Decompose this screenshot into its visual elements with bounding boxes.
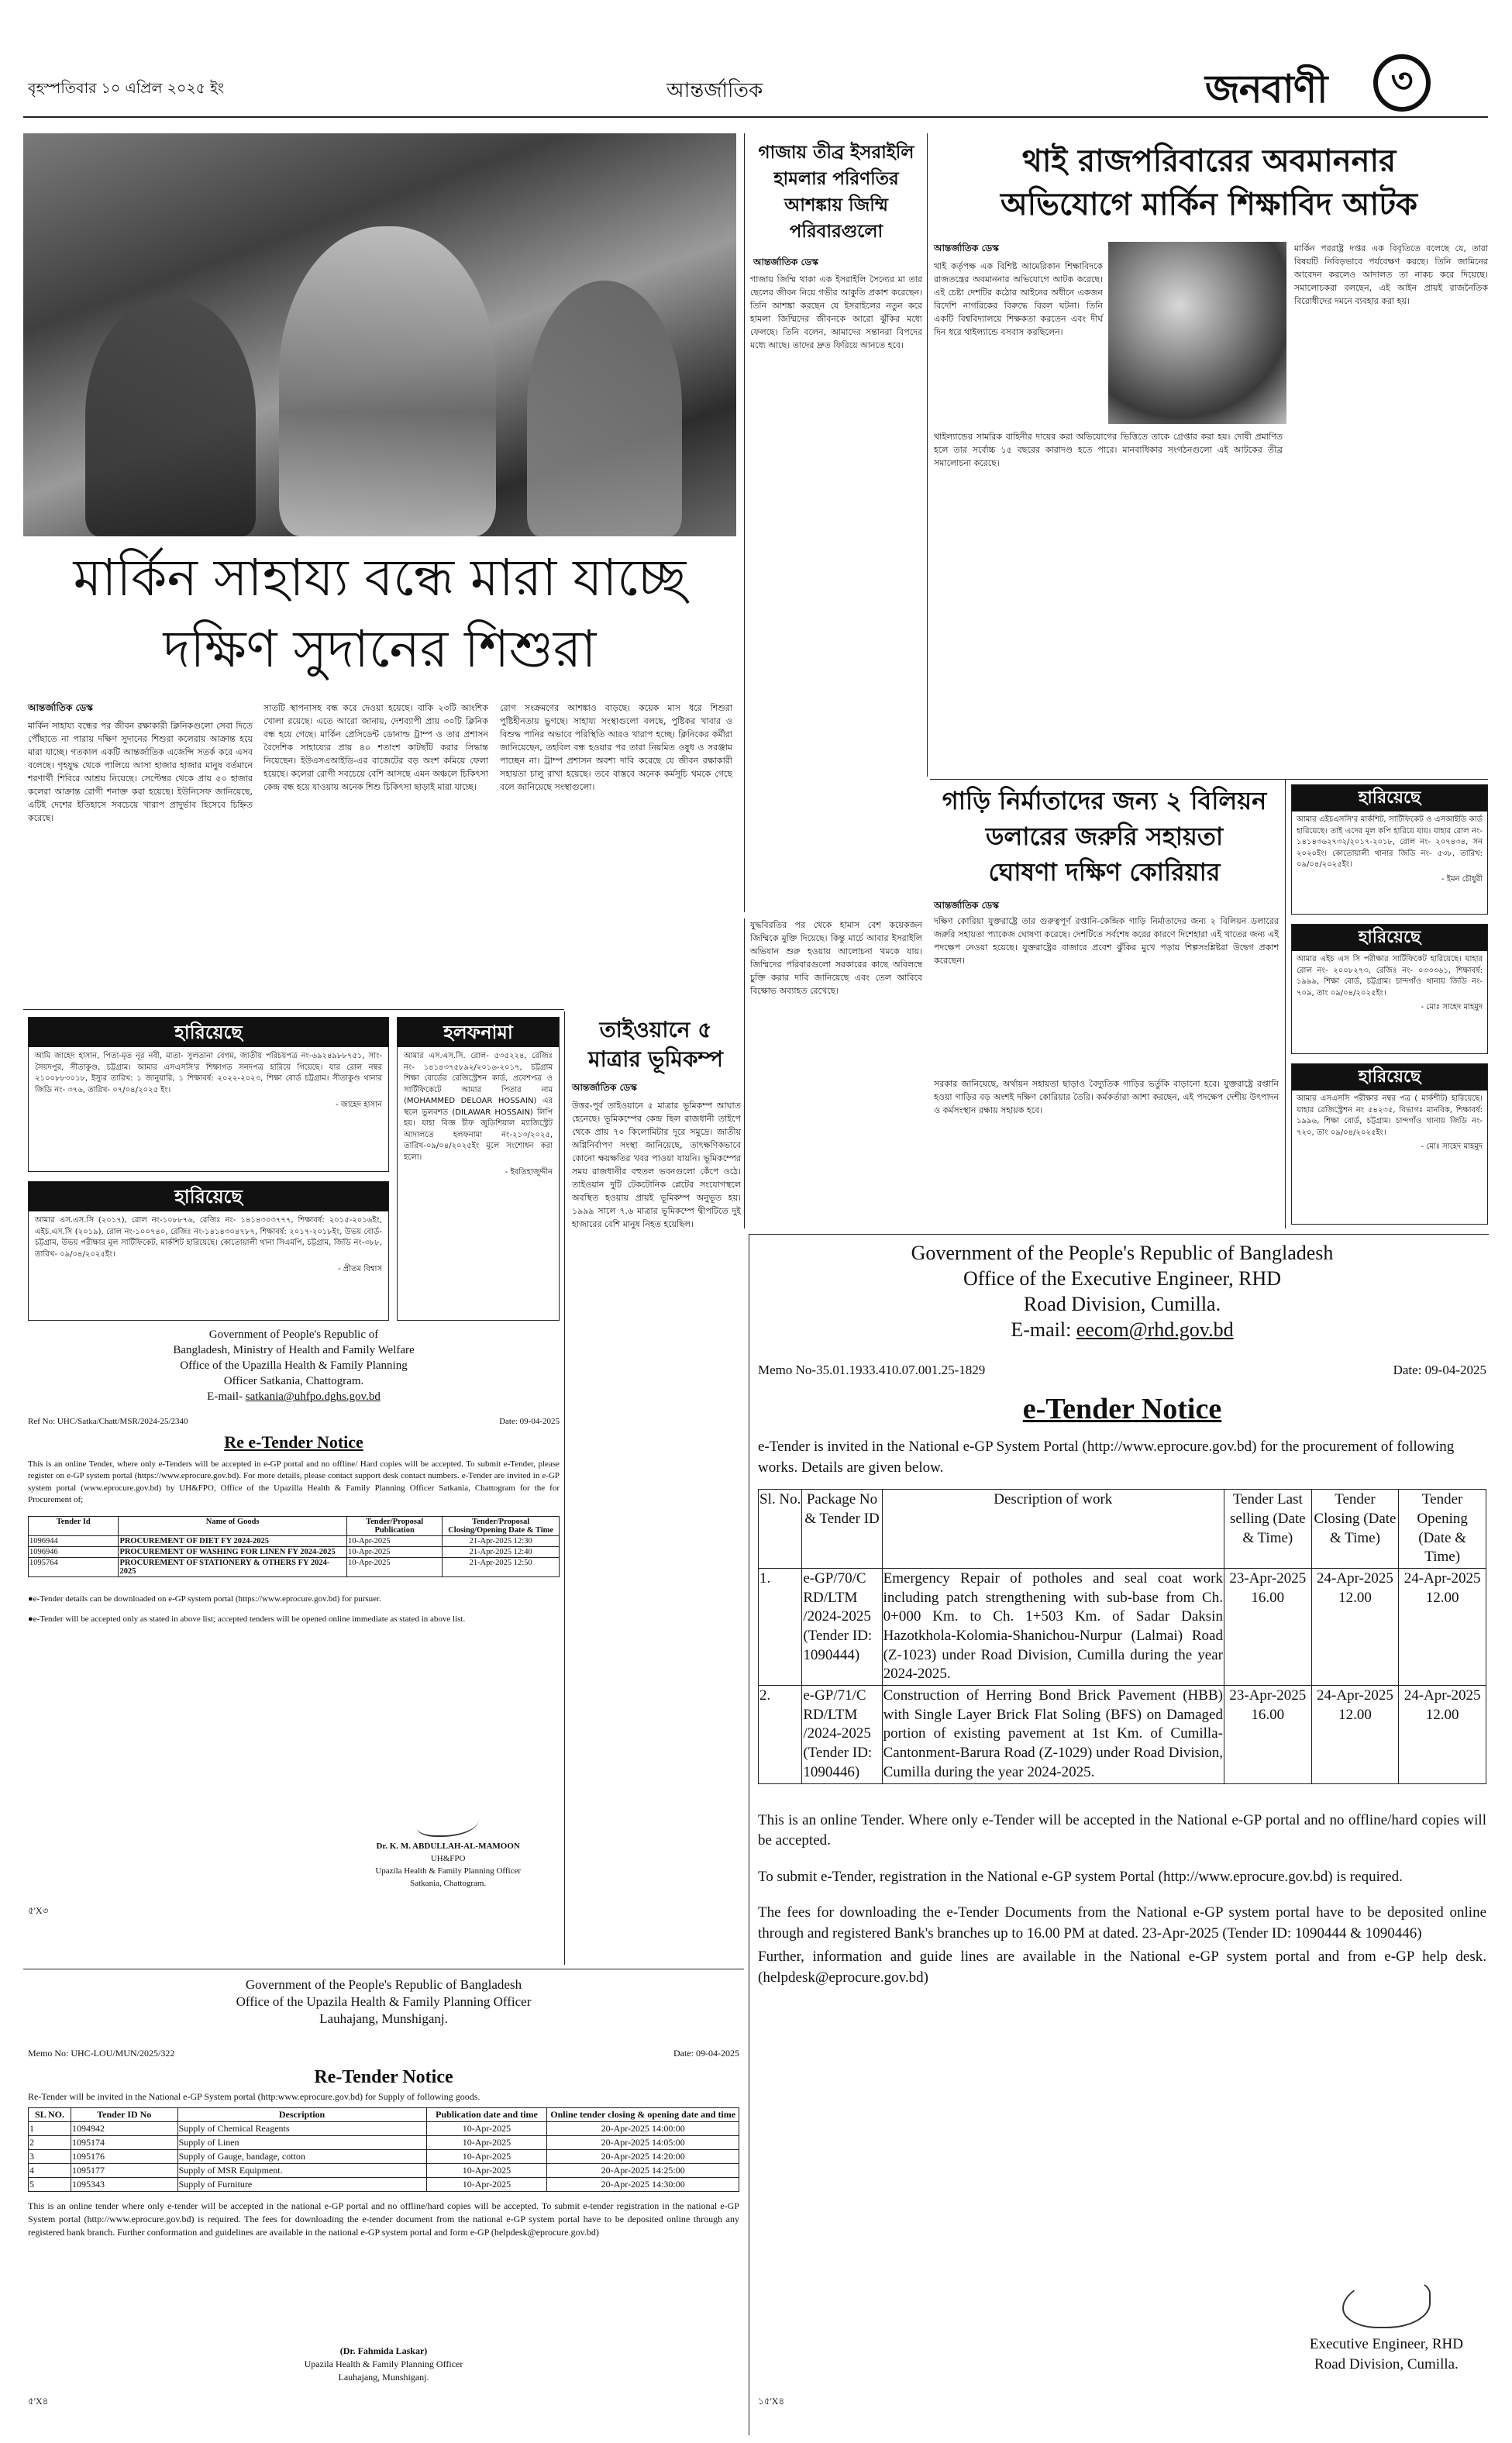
thai-column-3: মার্কিন পররাষ্ট্র দপ্তর এক বিবৃতিতে বলেছে যে, তারা বিষয়টি নিবিড়ভাবে পর্যবেক্ষণ করছে। তিনি জামিনের আবেদন করলেও আদালত তা নাকচ করে দিয়েছে। সমালোচকরা বলছেন, এই আইন প্রায়ই রাজনৈতিক বিরোধীদের দমনে ব্যবহার করা হয়। xyxy=(1294,243,1491,307)
affidavit-notice xyxy=(397,1017,560,1321)
lost-notice-left-1 xyxy=(28,1017,389,1172)
email-label: E-mail- xyxy=(207,1390,246,1403)
rhd-table xyxy=(758,1489,1486,1783)
sudan-headline-line1: মার্কিন সাহায্য বন্ধে মারা যাচ্ছে xyxy=(73,548,687,608)
table-header-row xyxy=(29,2108,739,2122)
lauhajang-memo: Memo No: UHC-LOU/MUN/2025/322 xyxy=(28,2048,175,2059)
satkania-header-line: Officer Satkania, Chattogram. xyxy=(223,1375,364,1387)
section-rule xyxy=(749,1234,1489,1235)
rhd-paragraph: This is an online Tender. Where only e-Tender will be accepted in the National e-GP portal and no offline/hard copies will be accepted. xyxy=(758,1811,1486,1849)
rhd-title: e-Tender Notice xyxy=(1022,1393,1222,1425)
table-header-row xyxy=(29,1516,560,1535)
rhd-intro: e-Tender is invited in the National e-GP System Portal (http://www.eprocure.gov.bd) for the procurement of following works. Details are given below. xyxy=(758,1439,1455,1476)
thai-column-1: থাই কর্তৃপক্ষ এক বিশিষ্ট আমেরিকান শিক্ষাবিদকে রাজতন্ত্রের অবমাননার অভিযোগে আটক করেছে। এই চেষ্টা দেশটির কঠোর আইনের অধীনে একজন বিদেশি নাগরিকের বিরুদ্ধে বিরল ঘটনা। তিনি একটি বিশ্ববিদ্যালয়ে শিক্ষকতা করতেন এবং দীর্ঘ দিন ধরে থাইল্যান্ডে বসবাস করছিলেন। xyxy=(934,261,1106,338)
column-rule xyxy=(927,133,928,777)
satkania-email-line xyxy=(28,1389,560,1404)
lauhajang-title: Re-Tender Notice xyxy=(314,2067,453,2087)
masthead xyxy=(0,0,1512,132)
sudan-column-3: রোগ সংক্রমণের আশঙ্কাও বাড়ছে। কয়েক মাস ধরে শিশুরা পুষ্টিহীনতায় ভুগছে। সাহায্য সংস্থাগুলো বলছে, পুষ্টিকর খাবার ও বিশুদ্ধ পানির অভাবে পরিস্থিতি আরও খারাপ হচ্ছে। ক্লিনিকের কর্মীরা জানিয়েছেন, তহবিল বন্ধ হওয়ার পর তারা নিয়মিত ওষুধ ও সরঞ্জাম পাচ্ছেন না। ট্রাম্প প্রশাসন অবশ্য দাবি করেছে যে জীবন রক্ষাকারী সহায়তা চালু রাখা হয়েছে। তবে বাস্তবে অনেক কর্মসূচি থমকে গেছে বলে জানিয়েছে সংস্থাগুলো। xyxy=(500,703,735,793)
table-cell: 2 xyxy=(29,2136,71,2150)
korea-desk: আন্তর্জাতিক ডেস্ক xyxy=(934,900,999,911)
rhd-paragraph: The fees for downloading the e-Tender Documents from the National e-GP system portal have to be deposited online through and registered Bank's branches up to 16.00 PM at dated. 23-Apr-2025 (Tender ID: 1090444 & 1090446) xyxy=(758,1904,1486,1942)
column-header: Description of work xyxy=(882,1490,1224,1569)
lost-notice-right-1 xyxy=(1291,784,1488,915)
section-label: আন্তর্জাতিক xyxy=(666,79,763,102)
sudan-headline-line2: দক্ষিণ সুদানের শিশুরা xyxy=(163,619,597,679)
table-cell: 10-Apr-2025 xyxy=(426,2122,547,2136)
child-figure xyxy=(527,281,682,536)
table-cell: 24-Apr-2025 12.00 xyxy=(1311,1686,1399,1783)
table-row xyxy=(29,2150,739,2164)
quake-headline-line1: তাইওয়ানে ৫ xyxy=(599,1017,712,1042)
korea-column-1: দক্ষিণ কোরিয়া যুক্তরাষ্ট্রে তার গুরুত্বপূর্ণ রপ্তানি-কেন্দ্রিক গাড়ি নির্মাতাদের জন্য ২ বিলিয়ন ডলারের জরুরি সহায়তা প্যাকেজ ঘোষণা করেছে। দেশটিতে সর্বশেষ করের কারণে দিশেহারা এই খাতের জন্য এই পদক্ষেপ নেওয়া হয়েছে। যুক্তরাষ্ট্রের বাজারে প্রবেশ ঝুঁকির মুখে পড়ায় শিল্পসংশ্লিষ্টরা উদ্বেগ প্রকাশ করেছেন। xyxy=(934,916,1282,967)
lost-notice-signature: - মোঃ সাহেদ মাহমুদ xyxy=(1421,1142,1483,1151)
section-rule xyxy=(930,779,1488,780)
sudan-desk: আন্তর্জাতিক ডেস্ক xyxy=(28,702,93,713)
table-cell: 1095343 xyxy=(71,2178,178,2192)
table-cell: PROCUREMENT OF WASHING FOR LINEN FY 2024-2025 xyxy=(119,1546,347,1557)
column-header: SL NO. xyxy=(29,2108,71,2122)
gaza-headline: গাজায় তীব্র ইসরাইলি হামলার পরিণতির আশঙ্কায় জিম্মি পরিবারগুলো xyxy=(758,143,914,242)
korea-column-2: সরকার জানিয়েছে, অর্থায়ন সহায়তা ছাড়াও বৈদ্যুতিক গাড়ির ভর্তুকি বাড়ানো হবে। যুক্তরাষ্ট্রে রপ্তানি হওয়া গাড়ির বড় অংশই দক্ষিণ কোরিয়ার তৈরি। কর্মকর্তারা আশা করছেন, এই পদক্ষেপ দেশীয় উৎপাদন ও কর্মসংস্থান রক্ষায় সহায়ক হবে। xyxy=(934,1079,1282,1116)
rhd-header-line: Office of the Executive Engineer, RHD xyxy=(963,1267,1281,1290)
table-cell: 1095177 xyxy=(71,2164,178,2178)
table-row xyxy=(29,1557,560,1576)
satkania-tender-notice xyxy=(28,1327,560,1962)
korea-headline-line1: গাড়ি নির্মাতাদের জন্য ২ বিলিয়ন xyxy=(942,786,1267,815)
lost-notice-signature: - প্রীতম বিশ্বাস xyxy=(338,1265,382,1273)
gaza-desk: আন্তর্জাতিক ডেস্ক xyxy=(753,257,818,267)
table-cell: 20-Apr-2025 14:30:00 xyxy=(547,2178,739,2192)
child-figure xyxy=(279,226,496,536)
column-rule xyxy=(744,133,745,912)
sudan-column-1: মার্কিন সাহায্য বন্ধের পর জীবন রক্ষাকারী ক্লিনিকগুলো সেবা দিতে পৌঁছাতে না পারায় দক্ষিণ সুদানের শিশুরা কলেরায় আক্রান্ত হয়ে মারা যাচ্ছে। গতকাল একটি আন্তর্জাতিক এজেন্সি সতর্ক করে এসব বলেছে। গৃহযুদ্ধ থেকে পালিয়ে আসা হাজার হাজার মানুষ বর্তমানে শরণার্থী শিবিরে আশ্রয় নিয়েছে। সেপ্টেম্বর থেকে প্রায় ৫০ হাজার কলেরা আক্রান্ত রোগী শনাক্ত করা হয়েছে। ইউনিসেফ জানিয়েছে, এটিই দেশের ইতিহাসে সবচেয়ে খারাপ প্রাদুর্ভাব হিসেবে চিহ্নিত করেছে। xyxy=(28,721,256,824)
table-cell: 1. xyxy=(759,1568,802,1685)
column-header: Tender/Proposal Publication xyxy=(346,1516,442,1535)
table-cell: PROCUREMENT OF STATIONERY & OTHERS FY 2024-2025 xyxy=(119,1557,347,1576)
lauhajang-header xyxy=(28,1976,739,2028)
rhd-header-line: Road Division, Cumilla. xyxy=(1023,1293,1221,1315)
lauhajang-memo-row xyxy=(28,2048,739,2059)
satkania-sign-title: Upazila Health & Family Planning Officer xyxy=(375,1866,521,1876)
ad-size-code: ১৫'X৪ xyxy=(758,2396,785,2407)
satkania-date: Date: 09-04-2025 xyxy=(499,1417,560,1426)
satkania-signature-block xyxy=(375,1807,521,1890)
lauhajang-header-line: Government of the People's Republic of Bangladesh xyxy=(245,1977,522,1992)
satkania-header-line: Government of People's Republic of xyxy=(208,1328,379,1341)
quake-body: উত্তর-পূর্ব তাইওয়ানে ৫ মাত্রার ভূমিকম্প আঘাত হেনেছে। ভূমিকম্পের কেন্দ্র ছিল রাজধানী তাইপে থেকে প্রায় ৭০ কিলোমিটার দূরে সমুদ্রে। জাতীয় অগ্নিনির্বাপণ সংস্থা জানিয়েছে, তাৎক্ষণিকভাবে কোনো ক্ষয়ক্ষতির খবর পাওয়া যায়নি। ভূমিকম্পের সময় রাজধানীর বহুতল ভবনগুলো কেঁপে ওঠে। তাইওয়ান দুটি টেকটোনিক প্লেটের সংযোগস্থলে অবস্থিত হওয়ায় প্রায়ই ভূমিকম্প অনুভূত হয়। ১৯৯৯ সালে ৭.৬ মাত্রার ভূমিকম্পে দ্বীপটিতে দুই হাজারের বেশি মানুষ নিহত হয়েছিল। xyxy=(572,1101,744,1230)
satkania-header-line: Bangladesh, Ministry of Health and Family Welfare xyxy=(173,1344,415,1356)
lauhajang-intro: Re-Tender will be invited in the National e-GP System portal (http:www.eprocure.gov.bd) for Supply of following goods. xyxy=(28,2091,480,2102)
thai-headline-line2: অভিযোগে মার্কিন শিক্ষাবিদ আটক xyxy=(1000,187,1418,222)
table-row xyxy=(29,2122,739,2136)
thai-king-photo xyxy=(1108,242,1286,424)
satkania-note-2: ●e-Tender will be accepted only as stated in above list; accepted tenders will be opened online immediate as stated in above list. xyxy=(28,1614,466,1624)
sudan-headline xyxy=(23,543,736,698)
rhd-date: Date: 09-04-2025 xyxy=(1393,1363,1486,1377)
lost-notice-title: হারিয়েছে xyxy=(29,1018,388,1047)
masthead-rule xyxy=(23,116,1488,118)
table-cell: 1096946 xyxy=(29,1546,119,1557)
table-row xyxy=(29,1546,560,1557)
table-cell: 10-Apr-2025 xyxy=(426,2150,547,2164)
table-cell: 10-Apr-2025 xyxy=(346,1557,442,1576)
gaza-column-1: গাজায় জিম্মি থাকা এক ইসরাইলি সৈন্যের মা তার ছেলের জীবন নিয়ে গভীর আকুতি প্রকাশ করেছেন। তিনি আশঙ্কা করছেন যে ইসরাইলের নতুন করে হামলা জিম্মিদের জীবনকে আরো ঝুঁকির মধ্যে ফেলছে। তিনি বলেন, আমাদের সন্তানরা বিপদের মধ্যে আছে। তাদের দ্রুত ফিরিয়ে আনতে হবে। xyxy=(750,274,925,351)
lost-notice-signature: - মোঃ সাহেদ মাহমুদ xyxy=(1421,1003,1483,1011)
lauhajang-sign-name: (Dr. Fahmida Laskar) xyxy=(339,2345,428,2356)
thai-desk: আন্তর্জাতিক ডেস্ক xyxy=(934,243,999,253)
rhd-paragraph: To submit e-Tender, registration in the National e-GP system Portal (http://www.eprocure.gov.bd) is required. xyxy=(758,1868,1403,1885)
lost-notice-left-2 xyxy=(28,1181,389,1321)
table-cell: 2. xyxy=(759,1686,802,1783)
column-header: Tender Id xyxy=(29,1516,119,1535)
lost-notice-right-3 xyxy=(1291,1063,1488,1225)
sudan-column-2: সাতটি স্থাপনাসহ বন্ধ করে দেওয়া হয়েছে। বাকি ২৩টি আংশিক খোলা রয়েছে। এতে আরো জানায়, দেশব্যাপী প্রায় ৩০টি ক্লিনিক বন্ধ হয়ে গেছে। মার্কিন প্রেসিডেন্ট ডোনাল্ড ট্রাম্প ও তার প্রশাসন বৈদেশিক সাহায্যের প্রায় ৪০ শতাংশ কাটছাঁট করার সিদ্ধান্ত নিয়েছেন। ইউএসএআইডি-এর বাজেটের বড় অংশ কমিয়ে ফেলা হয়েছে। কলেরা রোগী সবচেয়ে বেশি আসছে এমন অঞ্চলে চিকিৎসা কেন্দ্র বন্ধ হয়ে যাওয়ায় অনেক শিশু চিকিৎসা ছাড়াই মারা যাচ্ছে। xyxy=(263,703,491,793)
lost-notice-title: হারিয়েছে xyxy=(1292,785,1487,811)
table-cell: 1095764 xyxy=(29,1557,119,1576)
lost-notice-body: আমার এইচ এস সি পরীক্ষার সার্টিফিকেট হারিয়েছে। যাহার রোল নং- ২০০৮২৭৩, রেজিঃ নং- ০৩৩৩৬১, শিক্ষাবর্ষ: ১৯৯৯, শিক্ষা বোর্ড, চট্টগ্রাম। চান্দগাঁও থানায় জিডি নং- ৭০৯, তাং ০৯/০৪/২০২৫ইং। xyxy=(1297,955,1483,998)
quake-headline-line2: মাত্রার ভূমিকম্প xyxy=(588,1046,723,1072)
page-number-badge xyxy=(1373,54,1431,112)
child-figure xyxy=(85,296,256,536)
sudan-children-photo xyxy=(23,133,736,536)
lauhajang-header-line: Office of the Upazila Health & Family Planning Officer xyxy=(236,1994,532,2009)
lost-notice-signature: - জাহেদ হাসান xyxy=(336,1101,382,1109)
table-cell: 10-Apr-2025 xyxy=(346,1546,442,1557)
table-cell: 24-Apr-2025 12.00 xyxy=(1399,1568,1486,1685)
lauhajang-table xyxy=(28,2107,739,2192)
email-label: E-mail: xyxy=(1011,1318,1076,1341)
lauhajang-sign-title: Lauhajang, Munshiganj. xyxy=(338,2372,429,2383)
gaza-column-2: যুদ্ধবিরতির পর থেকে হামাস বেশ কয়েকজন জিম্মিকে মুক্তি দিয়েছে। কিন্তু মার্চে আবার ইসরাইলি অভিযান শুরু হওয়ায় আলোচনা থমকে যায়। জিম্মিদের পরিবারগুলো সরকারের কাছে অবিলম্বে চুক্তি করার দাবি জানিয়েছে এবং তেল আবিবে বিক্ষোভ অব্যাহত রেখেছে। xyxy=(750,920,925,997)
email-link[interactable]: eecom@rhd.gov.bd xyxy=(1076,1318,1234,1341)
rhd-paragraph: Further, information and guide lines are available in the National e-GP system portal and from e-GP help desk. (helpdesk@eprocure.gov.bd) xyxy=(758,1949,1486,1986)
rhd-header-line: Government of the People's Republic of Bangladesh xyxy=(911,1242,1334,1264)
table-cell: 10-Apr-2025 xyxy=(426,2136,547,2150)
table-cell: e-GP/70/C RD/LTM /2024-2025 (Tender ID: 1090444) xyxy=(802,1568,882,1685)
satkania-title: Re e-Tender Notice xyxy=(224,1432,363,1452)
table-cell: 24-Apr-2025 12.00 xyxy=(1399,1686,1486,1783)
satkania-ref-row xyxy=(28,1417,560,1426)
korea-headline xyxy=(930,783,1279,890)
table-row xyxy=(759,1568,1486,1685)
table-cell: 1094942 xyxy=(71,2122,178,2136)
column-header: Tender Opening (Date & Time) xyxy=(1399,1490,1486,1569)
table-row xyxy=(29,2178,739,2192)
column-rule xyxy=(564,1011,565,1965)
column-header: Publication date and time xyxy=(426,2108,547,2122)
rhd-memo: Memo No-35.01.1933.410.07.001.25-1829 xyxy=(758,1363,986,1377)
satkania-note-1: ●e-Tender details can be downloaded on e-GP system portal (https://www.eprocure.gov.bd) for pursuer. xyxy=(28,1594,381,1604)
affidavit-body: আমার এস.এস.সি. রোল- ৫৩৫২২৪, রেজিঃ নং- ১৪১৪৩৭৫৮৯২/২০১৬-২০১৭, চট্টগ্রাম শিক্ষা বোর্ডের রেজিস্ট্রেশন কার্ড, প্রবেশপত্র ও সার্টিফিকেটে আমার পিতার নাম (MOHAMMED DELOAR HOSSAIN) এর স্থলে ভুলবশত (DILAWAR HOSSAIN) লিপি হয়। যাহা বিজ্ঞ চীফ জুডিশিয়াল ম্যাজিস্ট্রেট আদালতে হলফনামা নং-২১৩/২০২৫, তারিখ-০৯/০৪/২০২৫ইং মূলে সংশোধন করা হলো। xyxy=(404,1052,553,1162)
lost-notice-title: হারিয়েছে xyxy=(1292,1064,1487,1091)
table-cell: Supply of Furniture xyxy=(177,2178,426,2192)
korea-headline-line2: ডলারের জরুরি সহায়তা xyxy=(985,822,1224,851)
satkania-sign-name: Dr. K. M. ABDULLAH-AL-MAMOON xyxy=(376,1842,520,1851)
column-rule xyxy=(1285,779,1286,1228)
table-row xyxy=(29,2164,739,2178)
lauhajang-date: Date: 09-04-2025 xyxy=(673,2048,739,2059)
table-cell: 1095176 xyxy=(71,2150,178,2164)
rhd-memo-row xyxy=(758,1363,1486,1378)
rhd-sign-title: Road Division, Cumilla. xyxy=(1314,2356,1459,2372)
column-header: Online tender closing & opening date and time xyxy=(547,2108,739,2122)
table-cell: 4 xyxy=(29,2164,71,2178)
table-cell: 1 xyxy=(29,2122,71,2136)
thai-headline xyxy=(930,140,1488,226)
table-cell: Construction of Herring Bond Brick Pavement (HBB) with Single Layer Brick Flat Soling (BFS) on Damaged portion of existing pavement at 1st Km. of Cumilla-Cantonment-Barura Road (Z-1029) under Road Division, Cumilla during the year 2024-2025. xyxy=(882,1686,1224,1783)
lauhajang-footer: This is an online tender where only e-tender will be accepted in the national e-GP portal and no offline/hard copies will be accepted. To submit e-tender registration in the national e-GP System portal (http://www.eprocure.gov.bd) is required. The fees for downloading the e-tender document from the national e-GP system portal have to be deposited online through any registered bank branch. Further conformation and guidelines are available in the national e-GP system portal and form e-GP (helpdesk@eprocure.gov.bd) xyxy=(28,2200,739,2238)
thai-headline-line1: থাই রাজপরিবারের অবমাননার xyxy=(1021,143,1397,179)
section-rule xyxy=(23,1009,564,1010)
satkania-header xyxy=(28,1327,560,1404)
signature-scribble-icon xyxy=(417,1807,479,1837)
table-cell: 20-Apr-2025 14:05:00 xyxy=(547,2136,739,2150)
table-cell: 21-Apr-2025 12:30 xyxy=(443,1535,560,1546)
rhd-header xyxy=(758,1240,1486,1342)
lauhajang-header-line: Lauhajang, Munshiganj. xyxy=(319,2011,448,2026)
thai-column-2: থাইল্যান্ডের সামরিক বাহিনীর দায়ের করা অভিযোগের ভিত্তিতে তাকে গ্রেপ্তার করা হয়। দোষী প্রমাণিত হলে তার সর্বোচ্চ ১৫ বছরের কারাদণ্ড হতে পারে। মানবাধিকার সংগঠনগুলো এই আটকের তীব্র সমালোচনা করেছে। xyxy=(934,432,1286,469)
lost-notice-title: হারিয়েছে xyxy=(1292,925,1487,951)
lost-notice-body: আমি জাহেদ হাসান, পিতা-মৃত নূর নবী, মাতা- সুলতানা বেগম, জাতীয় পরিচয়পত্র নং-৬৯২৪৯৮৮৭৫১, সাং-সৈয়দপুর, সীতাকুণ্ড, চট্টগ্রাম। আমার এসএসসি'র শিক্ষাগত সনদপত্র হারিয়ে গিয়েছে। যার রোল নম্বর ২১০০৮৮৩০১৮, ইস্যুর তারিখ: ১ জানুয়ারি, ১ শিক্ষাবর্ষ: ২০২২-২০২৩, শিক্ষা বোর্ড চট্টগ্রাম। সীতাকুণ্ড থানার জিডি নং- ৩৭৬, তারিখ- ০৭/০৪/২০২৫ ইং। xyxy=(35,1052,382,1094)
table-cell: 1096944 xyxy=(29,1535,119,1546)
signature-scribble-icon xyxy=(1342,2279,1431,2328)
column-header: Tender ID No xyxy=(71,2108,178,2122)
column-header: Name of Goods xyxy=(119,1516,347,1535)
table-cell: 23-Apr-2025 16.00 xyxy=(1224,1568,1311,1685)
table-cell: 23-Apr-2025 16.00 xyxy=(1224,1686,1311,1783)
table-cell: e-GP/71/C RD/LTM /2024-2025 (Tender ID: 1090446) xyxy=(802,1686,882,1783)
lost-notice-body: আমার এসএসসি পরীক্ষার নম্বর পত্র ( মার্কশীট) হারিয়েছে। যাহার রেজিস্ট্রেশন নং ৫৪২৩৫, বিভাগঃ মানবিক, শিক্ষাবর্ষ: ১৯৯৬, শিক্ষা বোর্ড, চট্টগ্রাম। চান্দগাঁও থানায় জিডি নং- ৭২০, তাং ০৯/০৪/২০২৫ইং। xyxy=(1297,1094,1483,1137)
column-header: Tender/Proposal Closing/Opening Date & Time xyxy=(443,1516,560,1535)
table-cell: 3 xyxy=(29,2150,71,2164)
table-cell: 5 xyxy=(29,2178,71,2192)
table-cell: 10-Apr-2025 xyxy=(426,2164,547,2178)
ad-size-code: ৫'X৪ xyxy=(28,2396,49,2407)
lauhajang-tender-notice xyxy=(28,1976,739,2434)
satkania-intro: This is an online Tender, where only e-Tenders will be accepted in e-GP portal and no offline/ Hard copies will be accepted. To submit e-Tender, please register on e-GP system portal (https://www.eprocure.gov.bd). For more details, please contact support desk contact numbers. e-Tender are invited in e-GP system portal (www.eprocure.gov.bd) by UH&FPO, Office of the Upazilla Health & Family Planning Officer Satkania, Chattogram for the for Procurement of; xyxy=(28,1459,560,1505)
table-cell: 20-Apr-2025 14:00:00 xyxy=(547,2122,739,2136)
table-cell: Emergency Repair of potholes and seal coat work including patch strengthening with sub-base from Ch. 0+000 Km. to Ch. 1+503 Km. of Sadar Daksin Hazotkhola-Kolomia-Shanichou-Nurpur (Lalmai) Road (Z-1023) under Road Division, Cumilla during the year 2024-2025. xyxy=(882,1568,1224,1685)
column-header: Tender Closing (Date & Time) xyxy=(1311,1490,1399,1569)
lost-notice-right-2 xyxy=(1291,924,1488,1054)
satkania-sign-title: Satkania, Chattogram. xyxy=(410,1879,487,1888)
satkania-sign-title: UH&FPO xyxy=(430,1854,466,1863)
affidavit-signature: - ইবতিহাজুদ্দীন xyxy=(505,1168,553,1177)
page-number: ৩ xyxy=(1390,60,1414,101)
lauhajang-sign-title: Upazila Health & Family Planning Officer xyxy=(304,2359,463,2369)
table-cell: 21-Apr-2025 12:40 xyxy=(443,1546,560,1557)
satkania-ref: Ref No: UHC/Satka/Chatt/MSR/2024-25/2340 xyxy=(28,1417,188,1426)
rhd-email-line xyxy=(758,1317,1486,1342)
table-cell: 24-Apr-2025 12.00 xyxy=(1311,1568,1399,1685)
table-cell: 20-Apr-2025 14:25:00 xyxy=(547,2164,739,2178)
table-cell: 21-Apr-2025 12:50 xyxy=(443,1557,560,1576)
ad-size-code: ৫'X৩ xyxy=(28,1905,49,1916)
quake-desk: আন্তর্জাতিক ডেস্ক xyxy=(572,1082,637,1093)
table-row xyxy=(29,2136,739,2150)
table-cell: 1095174 xyxy=(71,2136,178,2150)
table-cell: 20-Apr-2025 14:20:00 xyxy=(547,2150,739,2164)
column-header: Package No & Tender ID xyxy=(802,1490,882,1569)
table-cell: Supply of MSR Equipment. xyxy=(177,2164,426,2178)
korea-headline-line3: ঘোষণা দক্ষিণ কোরিয়ার xyxy=(988,857,1221,887)
lost-notice-body: আমার এস.এস.সি (২০১৭), রোল নং-১০৮৮৭৬, রেজিঃ নং- ১৪১৪৩০৩৭৭৭, শিক্ষাবর্ষ: ২০১৫-২০১৬ইং, এইচ.এস.সি (২০১৯), রোল নং-১০০৭৪০, রেজিঃ নং-১৪১৪৩০৪৭৮৭, শিক্ষাবর্ষ: ২০১৭-২০১৮ইং, উভয় বোর্ড- চট্টগ্রাম, উভয় পরীক্ষার মূল সার্টিফিকেট, মার্কশিট হারিয়েছে। কোতোয়ালী থানা সিএমপি, চট্টগ্রাম, জিডি নং-৩৮৮, তারিখ- ০৯/০৪/২০২৫ইং। xyxy=(35,1216,382,1259)
table-cell: 10-Apr-2025 xyxy=(346,1535,442,1546)
rhd-sign-title: Executive Engineer, RHD xyxy=(1309,2336,1463,2352)
lost-notice-title: হারিয়েছে xyxy=(29,1182,388,1211)
lauhajang-signature-block xyxy=(28,2345,739,2384)
column-header: Tender Last selling (Date & Time) xyxy=(1224,1490,1311,1569)
column-header: Sl. No. xyxy=(759,1490,802,1569)
rhd-tender-notice xyxy=(758,1240,1486,2434)
newspaper-logo: জনবাণী xyxy=(1205,67,1328,112)
table-row xyxy=(29,1535,560,1546)
table-cell: Supply of Linen xyxy=(177,2136,426,2150)
column-rule xyxy=(744,918,745,1228)
issue-date: বৃহস্পতিবার ১০ এপ্রিল ২০২৫ ইং xyxy=(28,80,225,97)
table-cell: Supply of Gauge, bandage, cotton xyxy=(177,2150,426,2164)
rhd-signature-block xyxy=(1310,2279,1463,2375)
satkania-header-line: Office of the Upazilla Health & Family Planning xyxy=(180,1359,408,1372)
table-row xyxy=(759,1686,1486,1783)
table-cell: Supply of Chemical Reagents xyxy=(177,2122,426,2136)
lost-notice-body: আমার এইচএসসি'র মার্কশিট, সার্টিফিকেট ও এসআইডি কার্ড হারিয়েছে। তাই এদের মূল কপি হারিয়ে যায়। যাহার রোল নং- ১৪১৪৩৬২৭৩২/২০১৭-২০১৮, রোল নং- ২০৭৪৩৪, সন ২০২০ইং। কোতোয়ালী থানার জিডি নং- ৫৩৮, তারিখ: ০৯/০৪/২০২৫ইং। xyxy=(1297,815,1483,869)
column-header: Description xyxy=(177,2108,426,2122)
quake-headline xyxy=(570,1015,742,1074)
lost-notice-signature: - ইমন চৌধুরী xyxy=(1441,874,1483,884)
table-header-row xyxy=(759,1490,1486,1569)
table-cell: PROCUREMENT OF DIET FY 2024-2025 xyxy=(119,1535,347,1546)
satkania-table xyxy=(28,1516,560,1577)
email-link[interactable]: satkania@uhfpo.dghs.gov.bd xyxy=(245,1390,381,1403)
affidavit-title: হলফনামা xyxy=(398,1018,559,1047)
table-cell: 10-Apr-2025 xyxy=(426,2178,547,2192)
